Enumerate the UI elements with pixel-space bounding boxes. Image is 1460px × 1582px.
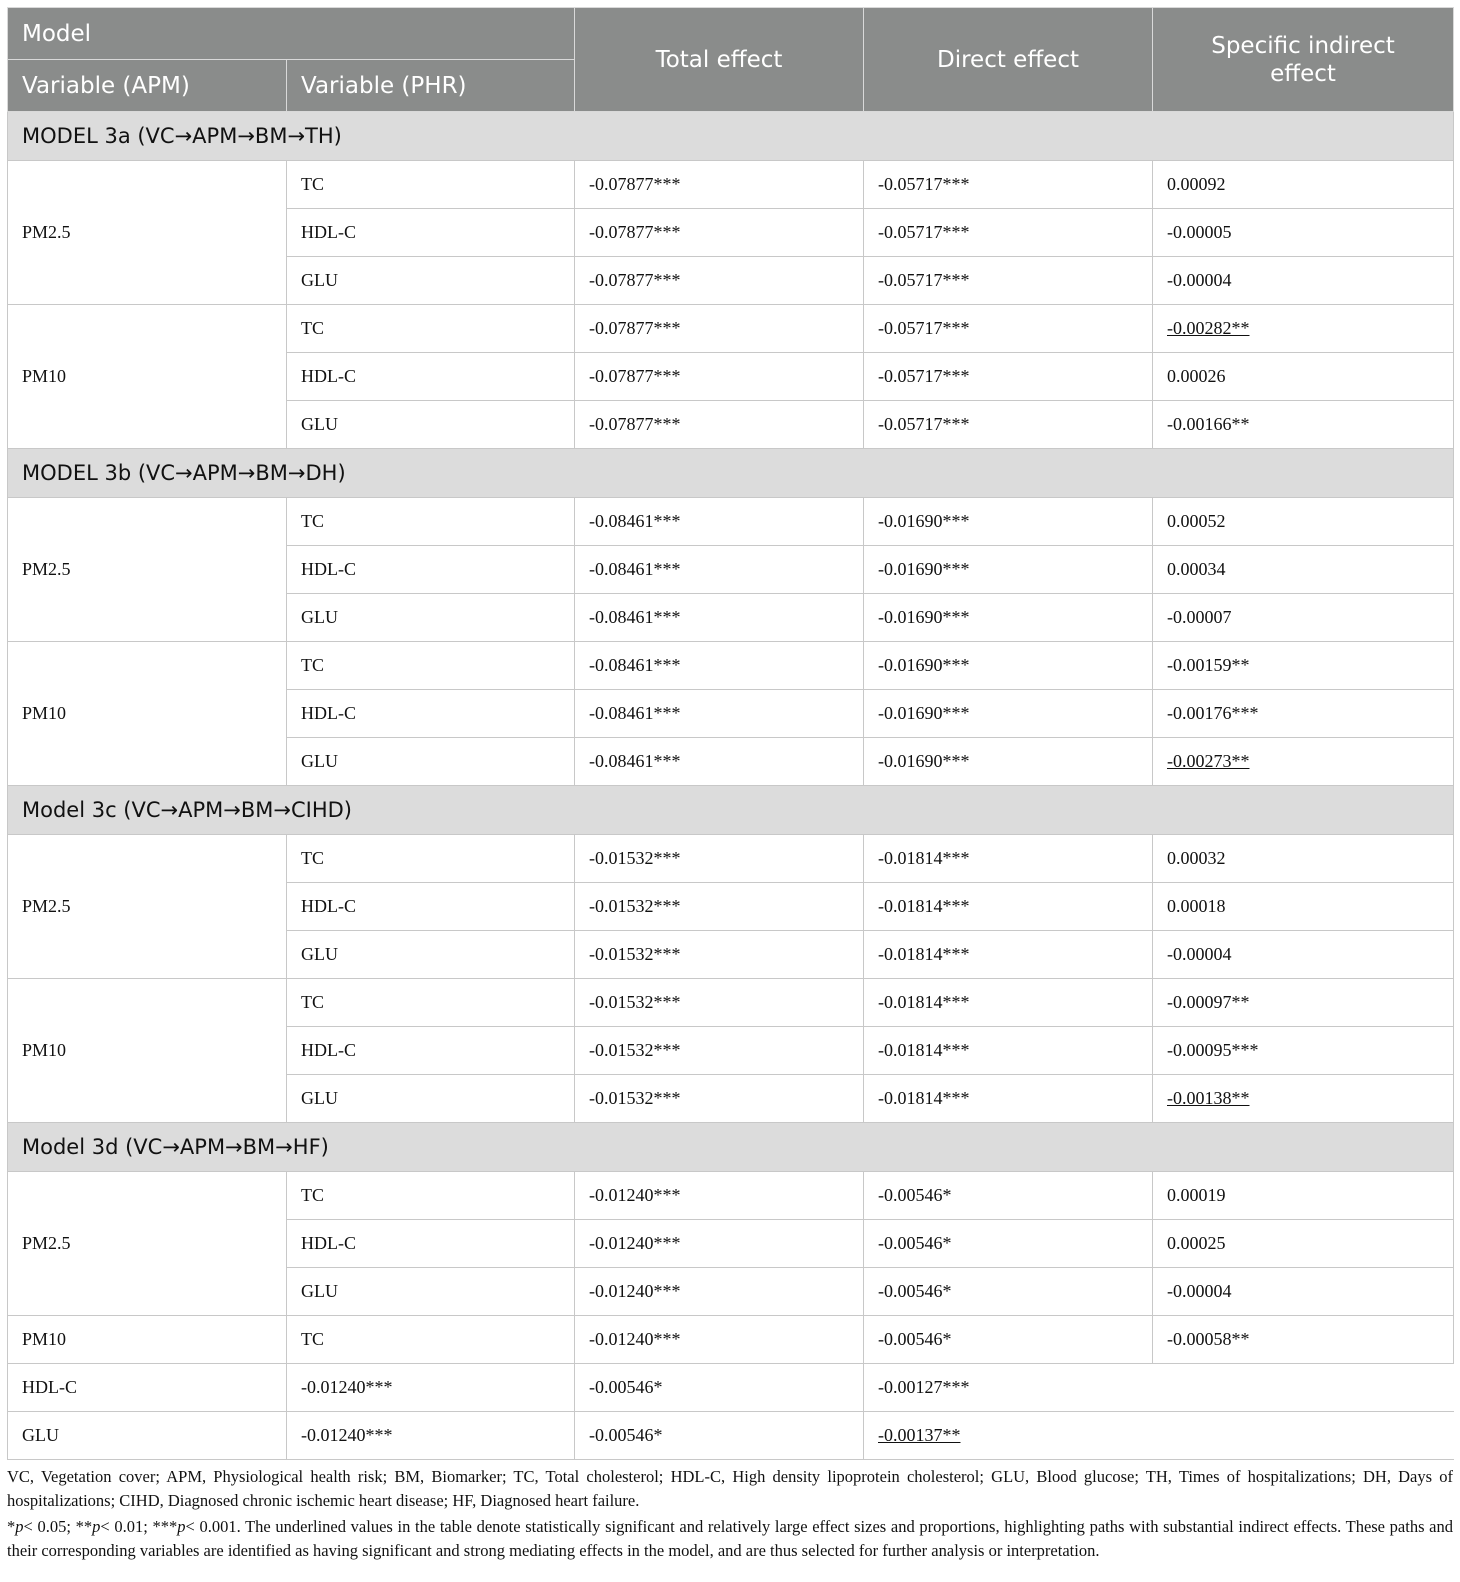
shifted-cell-1: HDL-C bbox=[8, 1364, 287, 1412]
table-row bbox=[8, 979, 1454, 1027]
shifted-cell-2: -0.01240*** bbox=[287, 1412, 575, 1460]
header-model: Model bbox=[8, 8, 575, 60]
table-row bbox=[8, 1364, 1454, 1412]
total-effect-cell: -0.08461*** bbox=[575, 546, 864, 594]
section-row bbox=[8, 112, 1454, 161]
direct-effect-cell: -0.05717*** bbox=[864, 353, 1153, 401]
indirect-effect-cell: -0.00095*** bbox=[1153, 1027, 1454, 1075]
direct-effect-cell: -0.01690*** bbox=[864, 642, 1153, 690]
phr-cell: TC bbox=[287, 979, 575, 1027]
shifted-cell-4-value: -0.00137** bbox=[878, 1425, 961, 1445]
phr-cell: TC bbox=[287, 498, 575, 546]
indirect-effect-cell bbox=[1153, 1075, 1454, 1123]
indirect-effect-cell: 0.00025 bbox=[1153, 1220, 1454, 1268]
indirect-effect-cell: -0.00097** bbox=[1153, 979, 1454, 1027]
footnote-sig-b: < 0.05; ** bbox=[23, 1517, 93, 1536]
phr-cell: GLU bbox=[287, 401, 575, 449]
phr-cell: GLU bbox=[287, 1268, 575, 1316]
phr-cell: HDL-C bbox=[287, 1027, 575, 1075]
phr-cell: HDL-C bbox=[287, 209, 575, 257]
table-row bbox=[8, 305, 1454, 353]
phr-cell: HDL-C bbox=[287, 883, 575, 931]
indirect-effect-cell bbox=[1153, 305, 1454, 353]
header-variable-phr: Variable (PHR) bbox=[287, 60, 575, 112]
direct-effect-cell: -0.01814*** bbox=[864, 1027, 1153, 1075]
apm-cell: PM2.5 bbox=[8, 835, 287, 979]
total-effect-cell: -0.01532*** bbox=[575, 931, 864, 979]
direct-effect-cell: -0.01690*** bbox=[864, 690, 1153, 738]
indirect-effect-cell: 0.00052 bbox=[1153, 498, 1454, 546]
shifted-cell-3: -0.00546* bbox=[575, 1412, 864, 1460]
apm-cell: PM10 bbox=[8, 1316, 287, 1364]
results-table bbox=[7, 7, 1454, 1460]
total-effect-cell: -0.01240*** bbox=[575, 1316, 864, 1364]
indirect-effect-cell: 0.00018 bbox=[1153, 883, 1454, 931]
phr-cell: GLU bbox=[287, 931, 575, 979]
direct-effect-cell: -0.01690*** bbox=[864, 594, 1153, 642]
direct-effect-cell: -0.01814*** bbox=[864, 835, 1153, 883]
header-specific-indirect-effect bbox=[1153, 8, 1454, 112]
table-row bbox=[8, 498, 1454, 546]
table-row bbox=[8, 642, 1454, 690]
table-row bbox=[8, 1412, 1454, 1460]
section-row bbox=[8, 1123, 1454, 1172]
direct-effect-cell: -0.01814*** bbox=[864, 931, 1153, 979]
indirect-effect-cell: 0.00092 bbox=[1153, 161, 1454, 209]
phr-cell: HDL-C bbox=[287, 690, 575, 738]
apm-cell: PM10 bbox=[8, 642, 287, 786]
indirect-effect-cell: -0.00005 bbox=[1153, 209, 1454, 257]
total-effect-cell: -0.08461*** bbox=[575, 690, 864, 738]
direct-effect-cell: -0.01814*** bbox=[864, 979, 1153, 1027]
footnote-abbreviations: VC, Vegetation cover; APM, Physiological health risk; BM, Biomarker; TC, Total cholesterol; HDL-C, High density lipoprotein cholesterol; GLU, Blood glucose; TH, Times of hospitalizations; DH, Days of hospitalizations; CIHD, Diagnosed chronic ischemic heart disease; HF, Diagnosed heart failure. bbox=[7, 1467, 1453, 1510]
indirect-effect-cell: 0.00026 bbox=[1153, 353, 1454, 401]
total-effect-cell: -0.07877*** bbox=[575, 401, 864, 449]
indirect-effect-cell bbox=[1153, 738, 1454, 786]
phr-cell: GLU bbox=[287, 257, 575, 305]
total-effect-cell: -0.08461*** bbox=[575, 498, 864, 546]
total-effect-cell: -0.01532*** bbox=[575, 979, 864, 1027]
apm-cell: PM10 bbox=[8, 979, 287, 1123]
section-title: MODEL 3b (VC→APM→BM→DH) bbox=[8, 449, 1454, 498]
indirect-effect-cell: 0.00019 bbox=[1153, 1172, 1454, 1220]
apm-cell: PM2.5 bbox=[8, 498, 287, 642]
direct-effect-cell: -0.05717*** bbox=[864, 257, 1153, 305]
section-title: MODEL 3a (VC→APM→BM→TH) bbox=[8, 112, 1454, 161]
table-row bbox=[8, 835, 1454, 883]
total-effect-cell: -0.01532*** bbox=[575, 1027, 864, 1075]
phr-cell: TC bbox=[287, 305, 575, 353]
section-row bbox=[8, 786, 1454, 835]
indirect-effect-cell-value: -0.00138** bbox=[1167, 1088, 1250, 1108]
total-effect-cell: -0.01240*** bbox=[575, 1268, 864, 1316]
direct-effect-cell: -0.05717*** bbox=[864, 161, 1153, 209]
table-header bbox=[8, 8, 1454, 112]
header-total-effect: Total effect bbox=[575, 8, 864, 112]
phr-cell: TC bbox=[287, 1316, 575, 1364]
phr-cell: GLU bbox=[287, 1075, 575, 1123]
direct-effect-cell: -0.01690*** bbox=[864, 546, 1153, 594]
phr-cell: HDL-C bbox=[287, 1220, 575, 1268]
indirect-effect-cell: -0.00004 bbox=[1153, 257, 1454, 305]
indirect-effect-cell: 0.00034 bbox=[1153, 546, 1454, 594]
footnote-p-a: p bbox=[15, 1517, 24, 1536]
indirect-effect-cell: 0.00032 bbox=[1153, 835, 1454, 883]
indirect-effect-cell: -0.00058** bbox=[1153, 1316, 1454, 1364]
direct-effect-cell: -0.00546* bbox=[864, 1220, 1153, 1268]
phr-cell: GLU bbox=[287, 738, 575, 786]
indirect-effect-cell-value: -0.00282** bbox=[1167, 318, 1250, 338]
direct-effect-cell: -0.01690*** bbox=[864, 738, 1153, 786]
shifted-cell-3: -0.00546* bbox=[575, 1364, 864, 1412]
section-title: Model 3c (VC→APM→BM→CIHD) bbox=[8, 786, 1454, 835]
direct-effect-cell: -0.00546* bbox=[864, 1172, 1153, 1220]
total-effect-cell: -0.01532*** bbox=[575, 835, 864, 883]
header-specific-indirect-line1: Specific indirect bbox=[1211, 32, 1395, 59]
footnote-significance bbox=[7, 1515, 1453, 1563]
direct-effect-cell: -0.01814*** bbox=[864, 883, 1153, 931]
total-effect-cell: -0.01240*** bbox=[575, 1172, 864, 1220]
total-effect-cell: -0.01532*** bbox=[575, 1075, 864, 1123]
total-effect-cell: -0.07877*** bbox=[575, 257, 864, 305]
table-row bbox=[8, 161, 1454, 209]
direct-effect-cell: -0.00546* bbox=[864, 1316, 1153, 1364]
indirect-effect-cell: -0.00166** bbox=[1153, 401, 1454, 449]
total-effect-cell: -0.08461*** bbox=[575, 738, 864, 786]
direct-effect-cell: -0.05717*** bbox=[864, 305, 1153, 353]
shifted-cell-4 bbox=[864, 1412, 1454, 1460]
phr-cell: TC bbox=[287, 642, 575, 690]
direct-effect-cell: -0.01690*** bbox=[864, 498, 1153, 546]
phr-cell: GLU bbox=[287, 594, 575, 642]
table-container bbox=[7, 7, 1453, 1460]
total-effect-cell: -0.08461*** bbox=[575, 594, 864, 642]
header-specific-indirect-line2: effect bbox=[1270, 60, 1336, 87]
phr-cell: TC bbox=[287, 1172, 575, 1220]
phr-cell: HDL-C bbox=[287, 353, 575, 401]
indirect-effect-cell: -0.00176*** bbox=[1153, 690, 1454, 738]
phr-cell: HDL-C bbox=[287, 546, 575, 594]
indirect-effect-cell: -0.00007 bbox=[1153, 594, 1454, 642]
section-row bbox=[8, 449, 1454, 498]
footnote-sig-d: < 0.001. The underlined values in the table denote statistically significant and relatively large effect sizes and proportions, highlighting paths with substantial indirect effects. These paths and their corresponding variables are identified as having significant and strong mediating effects in the model, and are thus selected for further analysis or interpretation. bbox=[7, 1517, 1454, 1560]
table-body bbox=[8, 112, 1454, 1460]
table-row bbox=[8, 1316, 1454, 1364]
total-effect-cell: -0.01240*** bbox=[575, 1220, 864, 1268]
table-footnotes bbox=[7, 1465, 1453, 1565]
total-effect-cell: -0.07877*** bbox=[575, 209, 864, 257]
total-effect-cell: -0.01532*** bbox=[575, 883, 864, 931]
total-effect-cell: -0.08461*** bbox=[575, 642, 864, 690]
direct-effect-cell: -0.01814*** bbox=[864, 1075, 1153, 1123]
phr-cell: TC bbox=[287, 835, 575, 883]
shifted-cell-4: -0.00127*** bbox=[864, 1364, 1454, 1412]
direct-effect-cell: -0.05717*** bbox=[864, 401, 1153, 449]
total-effect-cell: -0.07877*** bbox=[575, 353, 864, 401]
direct-effect-cell: -0.00546* bbox=[864, 1268, 1153, 1316]
apm-cell: PM2.5 bbox=[8, 161, 287, 305]
indirect-effect-cell: -0.00004 bbox=[1153, 931, 1454, 979]
header-direct-effect: Direct effect bbox=[864, 8, 1153, 112]
total-effect-cell: -0.07877*** bbox=[575, 161, 864, 209]
shifted-cell-1: GLU bbox=[8, 1412, 287, 1460]
total-effect-cell: -0.07877*** bbox=[575, 305, 864, 353]
direct-effect-cell: -0.05717*** bbox=[864, 209, 1153, 257]
phr-cell: TC bbox=[287, 161, 575, 209]
shifted-cell-2: -0.01240*** bbox=[287, 1364, 575, 1412]
header-variable-apm: Variable (APM) bbox=[8, 60, 287, 112]
apm-cell: PM2.5 bbox=[8, 1172, 287, 1316]
indirect-effect-cell: -0.00004 bbox=[1153, 1268, 1454, 1316]
indirect-effect-cell: -0.00159** bbox=[1153, 642, 1454, 690]
table-row bbox=[8, 1172, 1454, 1220]
footnote-p-b: p bbox=[92, 1517, 101, 1536]
footnote-sig-c: < 0.01; *** bbox=[100, 1517, 178, 1536]
section-title: Model 3d (VC→APM→BM→HF) bbox=[8, 1123, 1454, 1172]
footnote-p-c: p bbox=[177, 1517, 186, 1536]
indirect-effect-cell-value: -0.00273** bbox=[1167, 751, 1250, 771]
apm-cell: PM10 bbox=[8, 305, 287, 449]
footnote-sig-a: * bbox=[7, 1517, 16, 1536]
